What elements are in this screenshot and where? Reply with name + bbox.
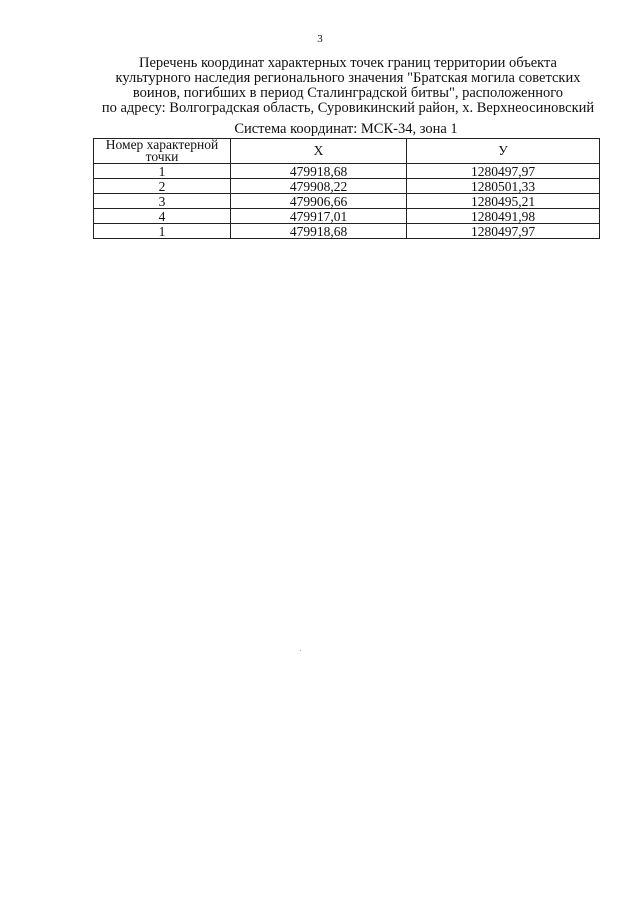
cell-y: 1280497,97 bbox=[407, 224, 600, 239]
cell-x: 479908,22 bbox=[231, 179, 407, 194]
cell-point-number: 2 bbox=[94, 179, 231, 194]
scan-speck bbox=[300, 650, 301, 651]
cell-y: 1280501,33 bbox=[407, 179, 600, 194]
page-number: 3 bbox=[317, 33, 323, 45]
table-row bbox=[94, 224, 600, 239]
title-line: культурного наследия регионального значения "Братская могила советских bbox=[115, 70, 581, 86]
title-line: по адресу: Волгоградская область, Суровикинский район, х. Верхнеосиновский bbox=[101, 100, 595, 116]
table-row bbox=[94, 194, 600, 209]
header-y: У bbox=[407, 139, 600, 164]
title-line: воинов, погибших в период Сталинградской битвы", расположенного bbox=[132, 85, 564, 101]
cell-y: 1280497,97 bbox=[407, 164, 600, 179]
table-row bbox=[94, 164, 600, 179]
document-title bbox=[88, 56, 608, 116]
table-row bbox=[94, 179, 600, 194]
cell-point-number: 4 bbox=[94, 209, 231, 224]
cell-y: 1280491,98 bbox=[407, 209, 600, 224]
cell-point-number: 1 bbox=[94, 164, 231, 179]
title-line: Перечень координат характерных точек границ территории объекта bbox=[139, 55, 557, 71]
table-header-row bbox=[94, 139, 600, 164]
coordinates-table bbox=[93, 138, 600, 239]
header-x: X bbox=[231, 139, 407, 164]
cell-x: 479918,68 bbox=[231, 224, 407, 239]
cell-x: 479918,68 bbox=[231, 164, 407, 179]
cell-point-number: 1 bbox=[94, 224, 231, 239]
table-row bbox=[94, 209, 600, 224]
cell-x: 479906,66 bbox=[231, 194, 407, 209]
header-point-number: Номер характерной точки bbox=[94, 139, 231, 164]
cell-point-number: 3 bbox=[94, 194, 231, 209]
cell-y: 1280495,21 bbox=[407, 194, 600, 209]
cell-x: 479917,01 bbox=[231, 209, 407, 224]
coordinate-system-caption: Система координат: МСК-34, зона 1 bbox=[234, 121, 458, 137]
